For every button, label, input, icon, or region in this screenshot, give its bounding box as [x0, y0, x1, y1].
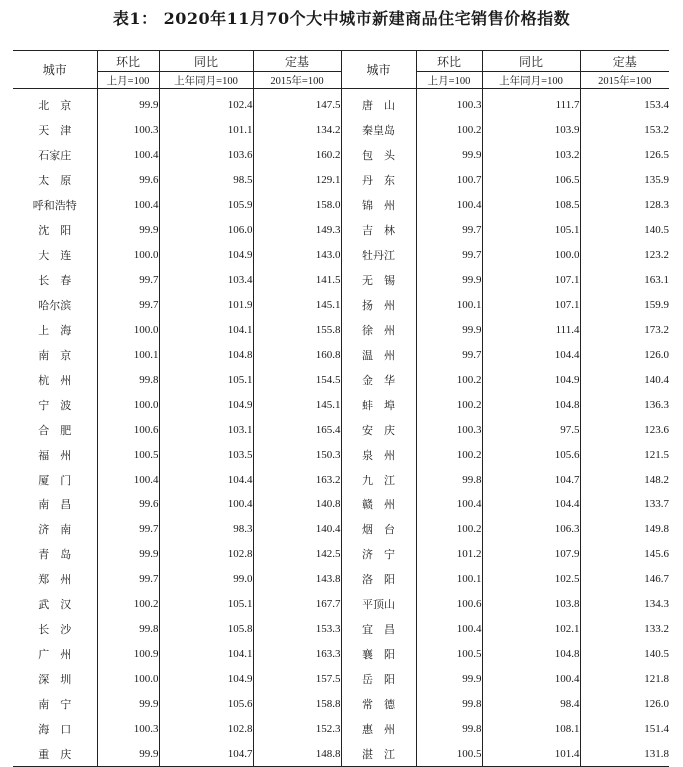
yoy-cell: 102.8	[159, 716, 253, 741]
city-cell: 南 京	[38, 348, 72, 362]
mom-cell: 99.7	[416, 218, 482, 243]
yoy-cell: 104.9	[159, 392, 253, 417]
yoy-cell: 104.4	[159, 467, 253, 492]
yoy-cell: 101.9	[159, 293, 253, 318]
table-row	[13, 342, 669, 367]
mom-cell: 100.0	[97, 317, 159, 342]
city-cell: 宜 昌	[362, 623, 395, 637]
base-cell: 167.7	[253, 592, 341, 617]
city-cell: 郑 州	[38, 573, 72, 587]
table-row	[13, 592, 669, 617]
table-row	[13, 542, 669, 567]
city-cell: 泉 州	[362, 448, 395, 462]
yoy-cell: 102.1	[482, 617, 580, 642]
city-cell: 丹 东	[362, 174, 395, 188]
yoy-cell: 107.1	[482, 268, 580, 293]
mom-cell: 100.9	[97, 642, 159, 667]
mom-cell: 100.5	[416, 642, 482, 667]
city-header-right: 城市	[341, 51, 416, 89]
yoy-cell: 104.4	[482, 492, 580, 517]
base-cell: 149.3	[253, 218, 341, 243]
mom-cell: 99.7	[97, 517, 159, 542]
mom-cell: 100.2	[416, 517, 482, 542]
yoy-cell: 102.5	[482, 567, 580, 592]
base-cell: 154.5	[253, 367, 341, 392]
base-cell: 150.3	[253, 442, 341, 467]
city-cell: 安 庆	[362, 423, 395, 437]
yoy-cell: 105.9	[159, 193, 253, 218]
yoy-cell: 97.5	[482, 417, 580, 442]
base-cell: 159.9	[580, 293, 669, 318]
base-cell: 165.4	[253, 417, 341, 442]
mom-cell: 100.4	[97, 467, 159, 492]
city-cell: 南 昌	[38, 498, 72, 512]
city-cell: 长 春	[38, 274, 72, 288]
base-cell: 160.8	[253, 342, 341, 367]
base-cell: 143.0	[253, 243, 341, 268]
yoy-cell: 100.4	[482, 667, 580, 692]
city-cell: 大 连	[38, 249, 72, 263]
mom-cell: 99.9	[416, 317, 482, 342]
city-cell: 济 南	[38, 523, 72, 537]
city-cell: 沈 阳	[38, 224, 72, 238]
base-cell: 135.9	[580, 168, 669, 193]
city-cell: 洛 阳	[362, 573, 395, 587]
yoy-subheader-left: 上年同月=100	[159, 72, 253, 89]
table-row	[13, 692, 669, 717]
table-row	[13, 467, 669, 492]
mom-cell: 100.2	[416, 367, 482, 392]
mom-cell: 100.4	[416, 492, 482, 517]
table-row	[13, 567, 669, 592]
price-index-table	[13, 50, 669, 767]
yoy-cell: 106.0	[159, 218, 253, 243]
yoy-cell: 108.1	[482, 716, 580, 741]
table-row	[13, 517, 669, 542]
mom-cell: 99.9	[97, 89, 159, 118]
base-cell: 151.4	[580, 716, 669, 741]
base-cell: 158.0	[253, 193, 341, 218]
city-cell: 武 汉	[38, 598, 72, 612]
mom-cell: 99.8	[416, 716, 482, 741]
mom-header-left: 环比	[97, 51, 159, 72]
city-cell: 呼和浩特	[32, 199, 77, 213]
city-cell: 南 宁	[38, 697, 72, 711]
base-cell: 140.5	[580, 218, 669, 243]
mom-cell: 99.8	[97, 617, 159, 642]
base-cell: 148.2	[580, 467, 669, 492]
city-cell: 岳 阳	[362, 673, 395, 687]
city-cell: 福 州	[38, 448, 72, 462]
yoy-cell: 104.8	[159, 342, 253, 367]
city-cell: 常 德	[362, 697, 395, 711]
base-cell: 141.5	[253, 268, 341, 293]
mom-cell: 99.7	[416, 243, 482, 268]
city-cell: 九 江	[362, 473, 395, 487]
yoy-cell: 105.1	[482, 218, 580, 243]
mom-cell: 100.2	[416, 392, 482, 417]
city-cell: 太 原	[38, 174, 72, 188]
base-cell: 126.0	[580, 692, 669, 717]
base-cell: 163.3	[253, 642, 341, 667]
mom-cell: 100.6	[416, 592, 482, 617]
city-cell: 长 沙	[38, 623, 72, 637]
base-header-right: 定基	[580, 51, 669, 72]
yoy-cell: 98.3	[159, 517, 253, 542]
city-cell: 广 州	[38, 648, 72, 662]
base-cell: 121.5	[580, 442, 669, 467]
mom-cell: 99.9	[97, 542, 159, 567]
yoy-cell: 104.9	[482, 367, 580, 392]
yoy-cell: 100.0	[482, 243, 580, 268]
base-cell: 145.1	[253, 293, 341, 318]
mom-cell: 100.4	[97, 193, 159, 218]
base-cell: 149.8	[580, 517, 669, 542]
city-cell: 宁 波	[38, 398, 72, 412]
yoy-cell: 98.4	[482, 692, 580, 717]
base-cell: 173.2	[580, 317, 669, 342]
table-row	[13, 317, 669, 342]
base-cell: 133.7	[580, 492, 669, 517]
table-row	[13, 193, 669, 218]
mom-cell: 100.3	[97, 716, 159, 741]
mom-cell: 101.2	[416, 542, 482, 567]
base-cell: 134.2	[253, 118, 341, 143]
table-row	[13, 218, 669, 243]
base-cell: 140.5	[580, 642, 669, 667]
base-cell: 163.1	[580, 268, 669, 293]
table-row	[13, 492, 669, 517]
base-cell: 153.3	[253, 617, 341, 642]
yoy-cell: 103.1	[159, 417, 253, 442]
base-subheader-right: 2015年=100	[580, 72, 669, 89]
mom-cell: 100.4	[416, 617, 482, 642]
city-cell: 蚌 埠	[362, 398, 395, 412]
mom-cell: 100.2	[416, 118, 482, 143]
city-cell: 唐 山	[362, 99, 395, 113]
city-cell: 厦 门	[38, 473, 72, 487]
table-row	[13, 168, 669, 193]
mom-cell: 99.9	[416, 143, 482, 168]
yoy-header-right: 同比	[482, 51, 580, 72]
mom-cell: 99.9	[97, 741, 159, 766]
base-cell: 163.2	[253, 467, 341, 492]
yoy-cell: 108.5	[482, 193, 580, 218]
base-cell: 140.8	[253, 492, 341, 517]
mom-cell: 100.4	[97, 143, 159, 168]
yoy-cell: 105.6	[482, 442, 580, 467]
mom-cell: 100.3	[416, 417, 482, 442]
mom-cell: 99.9	[97, 692, 159, 717]
city-cell: 哈尔滨	[38, 298, 72, 312]
city-cell: 金 华	[362, 373, 395, 387]
yoy-cell: 102.8	[159, 542, 253, 567]
mom-cell: 100.6	[97, 417, 159, 442]
table-row	[13, 417, 669, 442]
base-cell: 147.5	[253, 89, 341, 118]
city-cell: 吉 林	[362, 224, 395, 238]
mom-cell: 99.9	[416, 268, 482, 293]
city-cell: 扬 州	[362, 298, 395, 312]
table-row	[13, 89, 669, 118]
mom-cell: 99.6	[97, 492, 159, 517]
base-cell: 158.8	[253, 692, 341, 717]
mom-cell: 99.6	[97, 168, 159, 193]
city-cell: 平顶山	[362, 598, 395, 612]
base-cell: 148.8	[253, 741, 341, 766]
table-row	[13, 143, 669, 168]
yoy-cell: 111.4	[482, 317, 580, 342]
city-header-left: 城市	[13, 51, 97, 89]
yoy-cell: 106.5	[482, 168, 580, 193]
yoy-cell: 105.1	[159, 367, 253, 392]
mom-cell: 100.3	[416, 89, 482, 118]
mom-cell: 99.9	[97, 218, 159, 243]
yoy-cell: 103.2	[482, 143, 580, 168]
city-cell: 牡丹江	[362, 249, 395, 263]
city-cell: 温 州	[362, 348, 395, 362]
mom-cell: 99.8	[416, 467, 482, 492]
yoy-cell: 102.4	[159, 89, 253, 118]
mom-cell: 99.9	[416, 667, 482, 692]
mom-cell: 100.0	[97, 243, 159, 268]
base-cell: 123.2	[580, 243, 669, 268]
yoy-cell: 105.1	[159, 592, 253, 617]
mom-cell: 99.7	[97, 567, 159, 592]
yoy-cell: 101.1	[159, 118, 253, 143]
yoy-cell: 106.3	[482, 517, 580, 542]
city-cell: 石家庄	[38, 149, 72, 163]
table-row	[13, 243, 669, 268]
yoy-cell: 101.4	[482, 741, 580, 766]
base-cell: 142.5	[253, 542, 341, 567]
mom-cell: 100.5	[97, 442, 159, 467]
mom-cell: 99.8	[97, 367, 159, 392]
city-cell: 赣 州	[362, 498, 395, 512]
mom-cell: 100.0	[97, 392, 159, 417]
city-cell: 无 锡	[362, 274, 395, 288]
base-cell: 157.5	[253, 667, 341, 692]
base-cell: 126.5	[580, 143, 669, 168]
yoy-subheader-right: 上年同月=100	[482, 72, 580, 89]
base-cell: 152.3	[253, 716, 341, 741]
table-row	[13, 268, 669, 293]
mom-cell: 100.0	[97, 667, 159, 692]
yoy-cell: 105.6	[159, 692, 253, 717]
base-cell: 121.8	[580, 667, 669, 692]
base-cell: 143.8	[253, 567, 341, 592]
base-cell: 160.2	[253, 143, 341, 168]
table-row	[13, 642, 669, 667]
mom-cell: 100.2	[416, 442, 482, 467]
yoy-cell: 104.7	[482, 467, 580, 492]
mom-cell: 100.1	[97, 342, 159, 367]
yoy-cell: 104.8	[482, 392, 580, 417]
mom-cell: 99.7	[97, 293, 159, 318]
mom-subheader-right: 上月=100	[416, 72, 482, 89]
city-cell: 济 宁	[362, 548, 395, 562]
yoy-cell: 104.8	[482, 642, 580, 667]
mom-cell: 100.4	[416, 193, 482, 218]
city-cell: 惠 州	[362, 722, 395, 736]
table-row	[13, 741, 669, 766]
mom-cell: 99.7	[97, 268, 159, 293]
yoy-cell: 103.9	[482, 118, 580, 143]
city-cell: 徐 州	[362, 323, 395, 337]
base-cell: 153.4	[580, 89, 669, 118]
yoy-cell: 104.4	[482, 342, 580, 367]
city-cell: 杭 州	[38, 373, 72, 387]
table-header	[13, 51, 669, 89]
mom-header-right: 环比	[416, 51, 482, 72]
table-row	[13, 118, 669, 143]
yoy-cell: 104.1	[159, 642, 253, 667]
mom-cell: 100.1	[416, 567, 482, 592]
yoy-cell: 103.5	[159, 442, 253, 467]
table-row	[13, 442, 669, 467]
base-cell: 145.1	[253, 392, 341, 417]
city-cell: 天 津	[38, 124, 72, 138]
city-cell: 襄 阳	[362, 648, 395, 662]
city-cell: 包 头	[362, 149, 395, 163]
yoy-cell: 99.0	[159, 567, 253, 592]
base-cell: 133.2	[580, 617, 669, 642]
base-cell: 136.3	[580, 392, 669, 417]
page-title: 表1： 2020年11月70个大中城市新建商品住宅销售价格指数	[112, 9, 571, 28]
city-cell: 上 海	[38, 323, 72, 337]
yoy-cell: 104.9	[159, 667, 253, 692]
mom-cell: 100.2	[97, 592, 159, 617]
yoy-cell: 103.8	[482, 592, 580, 617]
mom-cell: 100.5	[416, 741, 482, 766]
city-cell: 重 庆	[13, 741, 97, 766]
city-cell: 锦 州	[362, 199, 395, 213]
table-row	[13, 293, 669, 318]
mom-subheader-left: 上月=100	[97, 72, 159, 89]
mom-cell: 100.1	[416, 293, 482, 318]
city-cell: 海 口	[38, 722, 72, 736]
base-cell: 129.1	[253, 168, 341, 193]
mom-cell: 99.8	[416, 692, 482, 717]
yoy-cell: 103.4	[159, 268, 253, 293]
yoy-cell: 100.4	[159, 492, 253, 517]
city-cell: 深 圳	[38, 673, 72, 687]
base-cell: 134.3	[580, 592, 669, 617]
base-cell: 146.7	[580, 567, 669, 592]
city-cell: 秦皇岛	[362, 124, 395, 138]
base-cell: 155.8	[253, 317, 341, 342]
table-body	[13, 89, 669, 767]
yoy-cell: 98.5	[159, 168, 253, 193]
base-header-left: 定基	[253, 51, 341, 72]
yoy-cell: 103.6	[159, 143, 253, 168]
table-row	[13, 617, 669, 642]
table-row	[13, 392, 669, 417]
base-cell: 128.3	[580, 193, 669, 218]
base-cell: 140.4	[253, 517, 341, 542]
city-cell: 青 岛	[38, 548, 72, 562]
city-cell: 合 肥	[38, 423, 72, 437]
city-cell: 湛 江	[341, 741, 416, 766]
base-cell: 131.8	[580, 741, 669, 766]
yoy-header-left: 同比	[159, 51, 253, 72]
table-row	[13, 367, 669, 392]
city-cell: 北 京	[38, 99, 72, 113]
mom-cell: 100.3	[97, 118, 159, 143]
table-row	[13, 667, 669, 692]
city-cell: 烟 台	[362, 523, 395, 537]
mom-cell: 100.7	[416, 168, 482, 193]
mom-cell: 99.7	[416, 342, 482, 367]
base-cell: 145.6	[580, 542, 669, 567]
base-subheader-left: 2015年=100	[253, 72, 341, 89]
yoy-cell: 105.8	[159, 617, 253, 642]
yoy-cell: 107.9	[482, 542, 580, 567]
yoy-cell: 107.1	[482, 293, 580, 318]
yoy-cell: 104.1	[159, 317, 253, 342]
yoy-cell: 111.7	[482, 89, 580, 118]
yoy-cell: 104.9	[159, 243, 253, 268]
base-cell: 126.0	[580, 342, 669, 367]
yoy-cell: 104.7	[159, 741, 253, 766]
table-row	[13, 716, 669, 741]
base-cell: 140.4	[580, 367, 669, 392]
base-cell: 153.2	[580, 118, 669, 143]
base-cell: 123.6	[580, 417, 669, 442]
